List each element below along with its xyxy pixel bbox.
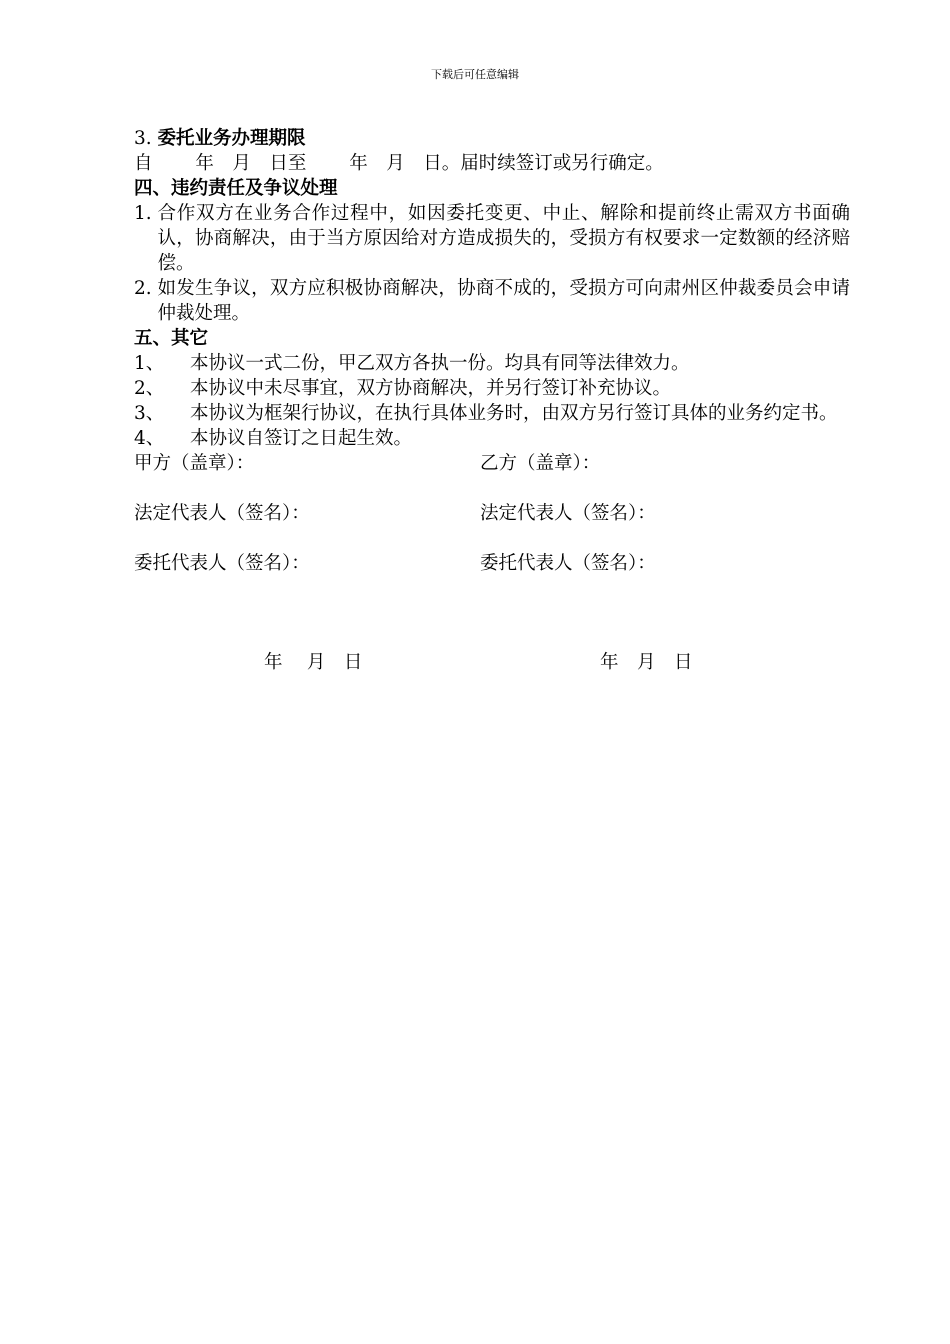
- party-a-legal-rep-label: 法定代表人（签名）：: [134, 503, 310, 524]
- section-4-title: 四、违约责任及争议处理: [134, 178, 338, 199]
- section-5-item-4: [134, 426, 850, 451]
- section-4-item-1: [134, 201, 850, 276]
- item-text: 本协议自签订之日起生效。: [190, 428, 413, 449]
- section-5-item-1: [134, 351, 850, 376]
- section-3-heading: [134, 126, 850, 151]
- item-text: 本协议中未尽事宜，双方协商解决，并另行签订补充协议。: [190, 378, 672, 399]
- section-3-title: 委托业务办理期限: [157, 128, 306, 149]
- section-3-number: 3.: [134, 128, 152, 149]
- seal-row: [134, 451, 850, 476]
- service-period-line: 自 年 月 日至 年 月 日。届时续签订或另行确定。: [134, 153, 664, 174]
- section-5-item-2: [134, 376, 850, 401]
- section-5-item-3: [134, 401, 850, 426]
- party-a-date: 年 月 日: [264, 652, 363, 673]
- party-b-legal-rep-label: 法定代表人（签名）：: [480, 503, 656, 524]
- item-text: 本协议一式二份，甲乙双方各执一份。均具有同等法律效力。: [190, 353, 690, 374]
- party-b-agent-label: 委托代表人（签名）：: [480, 553, 656, 574]
- item-number: 4、: [134, 428, 165, 449]
- document-body: [134, 126, 850, 576]
- legal-rep-row: [134, 501, 850, 526]
- item-text: 本协议为框架行协议，在执行具体业务时，由双方另行签订具体的业务约定书。: [190, 403, 838, 424]
- party-a-seal-label: 甲方（盖章）：: [134, 453, 255, 474]
- item-text: 合作双方在业务合作过程中，如因委托变更、中止、解除和提前终止需双方书面确认，协商解决，由于当方原因给对方造成损失的，受损方有权要求一定数额的经济赔偿。: [157, 203, 850, 274]
- party-b-date: 年 月 日: [600, 652, 693, 673]
- party-b-seal-label: 乙方（盖章）：: [480, 453, 601, 474]
- agent-row: [134, 551, 850, 576]
- section-4-item-2: [134, 276, 850, 326]
- item-number: 1.: [134, 203, 152, 224]
- item-number: 3、: [134, 403, 165, 424]
- section-5-title: 五、其它: [134, 328, 209, 349]
- item-number: 1、: [134, 353, 165, 374]
- party-a-agent-label: 委托代表人（签名）：: [134, 553, 310, 574]
- item-number: 2、: [134, 378, 165, 399]
- item-number: 2.: [134, 278, 152, 299]
- item-text: 如发生争议，双方应积极协商解决，协商不成的，受损方可向肃州区仲裁委员会申请仲裁处理。: [157, 278, 850, 324]
- page-header: 下载后可任意编辑: [431, 68, 519, 81]
